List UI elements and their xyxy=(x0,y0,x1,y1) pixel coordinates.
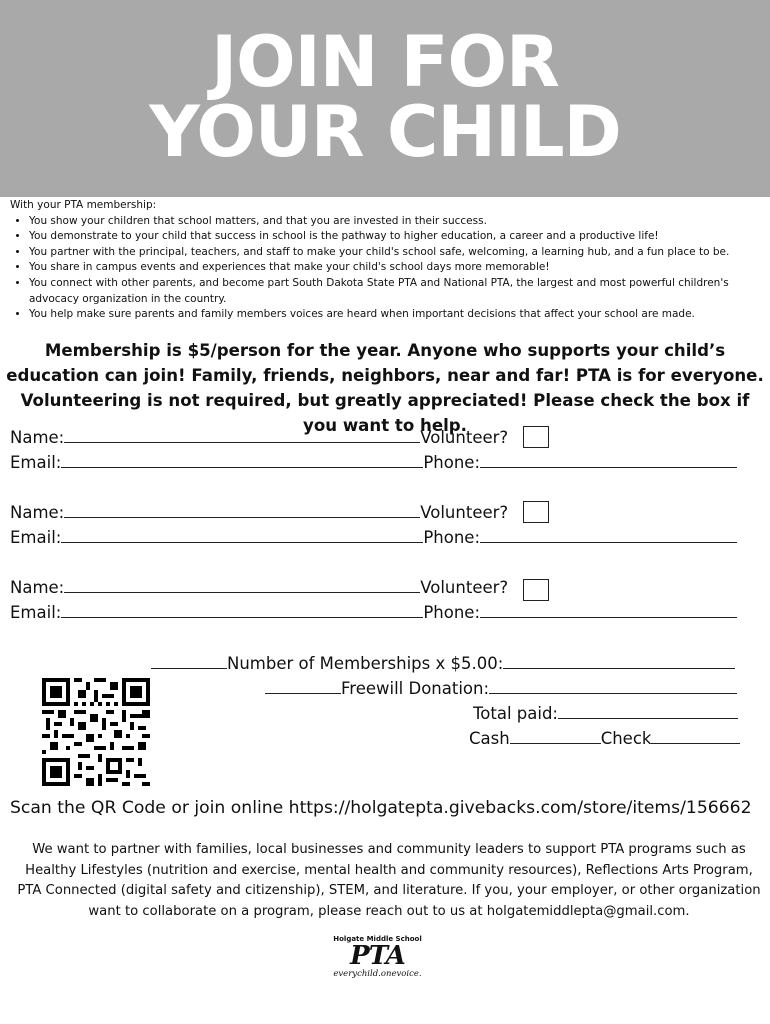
email-field[interactable] xyxy=(61,453,423,468)
donation-prefix-field[interactable] xyxy=(265,679,341,694)
header-title-line-2: YOUR CHILD xyxy=(149,91,621,173)
volunteer-label: Volunteer? xyxy=(420,578,509,597)
header-banner xyxy=(0,0,770,197)
total-label: Total paid: xyxy=(473,704,558,723)
member-2-email-row xyxy=(10,528,737,548)
name-field[interactable] xyxy=(64,503,420,518)
pta-logo xyxy=(325,935,430,990)
volunteer-label: Volunteer? xyxy=(420,503,509,522)
total-field[interactable] xyxy=(558,704,738,719)
benefit-item: • You share in campus events and experiences that make your child's school days more memorable! xyxy=(29,260,762,276)
check-field[interactable] xyxy=(651,729,740,744)
logo-pta-wordmark: PTA xyxy=(350,941,405,971)
benefits-section xyxy=(10,198,762,323)
partner-paragraph: We want to partner with families, local businesses and community leaders to support PTA programs such as Healthy Lifestyles (nutrition and exercise, mental health and community resources), Reflections Arts Program, PTA Connected (digital safety and citizenship), STEM, and literature. If you, your employer, or other organization want to collaborate on a program, please reach out to us at holgatemiddlepta@gmail.com. xyxy=(17,842,761,919)
phone-field[interactable] xyxy=(480,528,737,543)
donation-amount-field[interactable] xyxy=(489,679,737,694)
email-field[interactable] xyxy=(61,528,423,543)
phone-field[interactable] xyxy=(480,453,737,468)
volunteer-checkbox[interactable] xyxy=(523,426,549,448)
email-label: Email: xyxy=(10,453,62,472)
memberships-label: Number of Memberships x $5.00: xyxy=(227,654,504,673)
phone-label: Phone: xyxy=(423,453,481,472)
benefit-item: • You demonstrate to your child that success in school is the pathway to higher education, a career and a productive life! xyxy=(29,229,762,245)
cash-label: Cash xyxy=(469,729,510,748)
donation-label: Freewill Donation: xyxy=(341,679,490,698)
name-field[interactable] xyxy=(64,428,420,443)
membership-info: Membership is $5/person for the year. Anyone who supports your child’s education can join! Family, friends, neighbors, near and far! PTA is for everyone. Volunteering is not required, but greatly appreciated! Please check the box if you want to help. xyxy=(6,341,764,435)
member-3-email-row xyxy=(10,603,737,623)
payment-method-row xyxy=(469,729,740,749)
memberships-count-field[interactable] xyxy=(151,654,227,669)
name-label: Name: xyxy=(10,503,65,522)
scan-online-text: Scan the QR Code or join online https://holgatepta.givebacks.com/store/items/156662 xyxy=(10,798,752,818)
benefit-item: • You show your children that school matters, and that you are invested in their success. xyxy=(29,214,762,230)
check-label: Check xyxy=(600,729,652,748)
member-2-name-row xyxy=(10,503,508,523)
logo-tagline: everychild.onevoice. xyxy=(333,969,422,979)
benefit-item: • You connect with other parents, and become part South Dakota State PTA and National PTA, the largest and most powerful children's advocacy organization in the country. xyxy=(29,276,762,307)
donation-row xyxy=(265,679,737,699)
volunteer-checkbox[interactable] xyxy=(523,501,549,523)
member-1-name-row xyxy=(10,428,508,448)
volunteer-label: Volunteer? xyxy=(420,428,509,447)
member-1-email-row xyxy=(10,453,737,473)
benefit-item: • You partner with the principal, teachers, and staff to make your child's school safe, welcoming, a learning hub, and a fun place to be. xyxy=(29,245,762,261)
cash-field[interactable] xyxy=(510,729,601,744)
benefits-list xyxy=(10,214,762,323)
logo-school-name: Holgate Middle School xyxy=(333,935,422,943)
name-field[interactable] xyxy=(64,578,420,593)
phone-label: Phone: xyxy=(423,603,481,622)
phone-label: Phone: xyxy=(423,528,481,547)
benefits-lead: With your PTA membership: xyxy=(10,199,157,211)
qr-code[interactable] xyxy=(42,678,150,786)
memberships-amount-field[interactable] xyxy=(503,654,735,669)
header-title-line-1: JOIN FOR xyxy=(211,21,559,103)
total-row xyxy=(473,704,738,724)
benefit-item: • You help make sure parents and family members voices are heard when important decisions that affect your school are made. xyxy=(29,307,762,323)
name-label: Name: xyxy=(10,428,65,447)
email-label: Email: xyxy=(10,603,62,622)
member-3-name-row xyxy=(10,578,508,598)
volunteer-checkbox[interactable] xyxy=(523,579,549,601)
email-label: Email: xyxy=(10,528,62,547)
phone-field[interactable] xyxy=(480,603,737,618)
name-label: Name: xyxy=(10,578,65,597)
memberships-count-row xyxy=(151,654,735,674)
email-field[interactable] xyxy=(61,603,423,618)
